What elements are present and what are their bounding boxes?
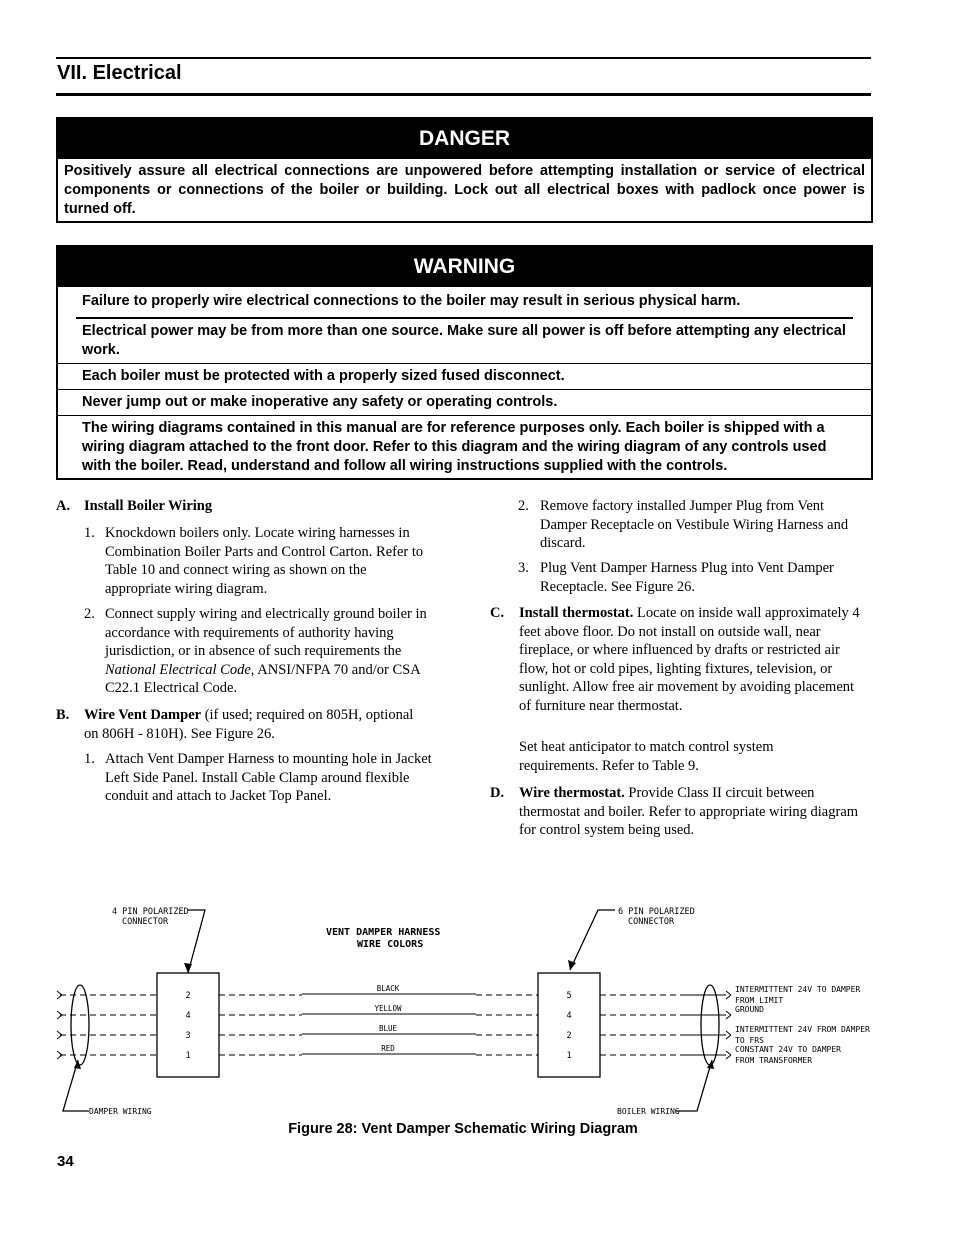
right-pin-number: 5 xyxy=(566,991,572,1001)
danger-text: Positively assure all electrical connections are unpowered before attempting installation or service of electrical components or connections of the boiler or building. Lock out all electrical boxes with padlock once power is turned off. xyxy=(64,163,865,217)
wire-function-label: TO FRS xyxy=(735,1036,764,1045)
warning-item: The wiring diagrams contained in this manual are for reference purposes only. Each boiler is shipped with a wiring diagram attached to the front door. Refer to this diagram and the wiring diagram of any controls used with the boiler. Read, understand and follow all wiring instructions supplied with the controls. xyxy=(58,415,871,478)
figure-caption: Figure 28: Vent Damper Schematic Wiring Diagram xyxy=(288,1121,638,1137)
wiring-diagram xyxy=(0,880,954,1120)
left-column xyxy=(56,497,441,817)
wire-color-label: BLUE xyxy=(378,1024,398,1033)
wire-end xyxy=(57,991,62,995)
wire-function-label: CONSTANT 24V TO DAMPER xyxy=(735,1045,841,1054)
step-text: Connect supply wiring and electrically ground boiler in accordance with requirements of authority having jurisdiction, or in absence of such requirements the National Electrical Code, ANSI/NFPA 70 and/or CSA C22.1 Electrical Code. xyxy=(105,606,427,697)
wire-function-label: INTERMITTENT 24V TO DAMPER xyxy=(735,985,861,994)
item-paragraph: Wire thermostat. Provide Class II circuit between thermostat and boiler. Refer to appropriate wiring diagram for control system being used. xyxy=(519,785,859,839)
code-title: National Electrical Code xyxy=(105,661,251,678)
wire-end xyxy=(726,995,731,999)
wire-function-label: FROM TRANSFORMER xyxy=(735,1056,813,1065)
wire-function-label: GROUND xyxy=(735,1005,764,1014)
section-title: VII. Electrical xyxy=(57,62,182,84)
wire-end xyxy=(57,1011,62,1015)
right-connector-box xyxy=(538,973,600,1077)
warning-box xyxy=(56,245,873,480)
left-pin-number: 1 xyxy=(185,1051,191,1061)
step-number: 3. xyxy=(518,560,529,576)
warning-item: Each boiler must be protected with a properly sized fused disconnect. xyxy=(58,363,871,389)
right-pin-number: 1 xyxy=(566,1051,572,1061)
item-paragraph: Install thermostat. Locate on inside wall approximately 4 feet above floor. Do not install on outside wall, near fireplace, or where influenced by drafts or restricted air flow, hot or cold pipes, lighting fixtures, television, or sunlight. Allow free air movement by avoiding placement of furniture near thermostat. xyxy=(519,605,860,714)
wire-end xyxy=(726,1015,731,1019)
right-pin-number: 4 xyxy=(566,1011,572,1021)
wire-color-label: BLACK xyxy=(376,984,400,993)
wire-end xyxy=(726,1051,731,1055)
step-text: Plug Vent Damper Harness Plug into Vent Damper Receptacle. See Figure 26. xyxy=(540,560,834,595)
step-number: 1. xyxy=(84,751,95,767)
wire-end xyxy=(726,991,731,995)
wire-end xyxy=(726,1031,731,1035)
left-connector-box xyxy=(157,973,219,1077)
step-text: Attach Vent Damper Harness to mounting hole in Jacket Left Side Panel. Install Cable Clamp around flexible conduit and attach to Jacket Top Panel. xyxy=(105,751,432,805)
item-paragraph: Set heat anticipator to match control system requirements. Refer to Table 9. xyxy=(519,739,774,774)
wire-color-label: YELLOW xyxy=(374,1004,402,1013)
right-connector-label: CONNECTOR xyxy=(628,917,675,927)
wire-end xyxy=(57,995,62,999)
wire-function-label: FROM LIMIT xyxy=(735,996,784,1005)
warning-item: Failure to properly wire electrical connections to the boiler may result in serious physical harm. xyxy=(82,293,741,309)
left-pin-number: 3 xyxy=(185,1031,191,1041)
page-number: 34 xyxy=(57,1153,74,1170)
item-letter: C. xyxy=(490,605,505,621)
danger-box xyxy=(56,117,873,223)
warning-heading: WARNING xyxy=(58,247,871,287)
wire-end xyxy=(726,1035,731,1039)
boiler-wiring-label: BOILER WIRING xyxy=(617,1107,680,1116)
header-bottom-rule xyxy=(56,93,871,96)
step-number: 2. xyxy=(84,606,95,622)
header-top-rule xyxy=(56,57,871,59)
left-pin-number: 2 xyxy=(185,991,191,1001)
right-column xyxy=(490,497,870,847)
wire-color-label: RED xyxy=(381,1044,395,1053)
item-title: Wire thermostat. xyxy=(519,785,625,801)
danger-heading: DANGER xyxy=(58,119,871,159)
left-pin-number: 4 xyxy=(185,1011,191,1021)
wire-end xyxy=(57,1015,62,1019)
item-letter: B. xyxy=(56,707,70,723)
wire-end xyxy=(726,1011,731,1015)
item-letter: D. xyxy=(490,785,505,801)
right-connector-label: 6 PIN POLARIZED xyxy=(618,907,695,917)
left-connector-label: 4 PIN POLARIZED xyxy=(112,907,189,917)
step-text: Knockdown boilers only. Locate wiring harnesses in Combination Boiler Parts and Control Carton. Refer to Table 10 and connect wiring as shown on the appropriate wiring diagram. xyxy=(105,525,424,597)
step-number: 1. xyxy=(84,525,95,541)
step-text: Remove factory installed Jumper Plug from Vent Damper Receptacle on Vestibule Wiring Harness and discard. xyxy=(540,498,849,552)
wire-end xyxy=(57,1031,62,1035)
item-title: Install thermostat. xyxy=(519,605,634,621)
warning-item: Electrical power may be from more than one source. Make sure all power is off before attempting any electrical work. xyxy=(82,323,846,358)
harness-title: VENT DAMPER HARNESS xyxy=(326,927,441,938)
damper-wiring-label: DAMPER WIRING xyxy=(89,1107,152,1116)
item-title: Wire Vent Damper xyxy=(84,707,202,723)
warning-item: Never jump out or make inoperative any safety or operating controls. xyxy=(58,389,871,415)
left-connector-label: CONNECTOR xyxy=(122,917,169,927)
wire-end xyxy=(57,1055,62,1059)
wire-end xyxy=(57,1035,62,1039)
wire-end xyxy=(726,1055,731,1059)
item-paragraph: Wire Vent Damper (if used; required on 805H, optional on 806H - 810H). See Figure 26. xyxy=(84,707,414,742)
harness-title: WIRE COLORS xyxy=(357,939,424,950)
step-number: 2. xyxy=(518,498,529,514)
item-letter: A. xyxy=(56,498,71,514)
wire-end xyxy=(57,1051,62,1055)
wire-function-label: INTERMITTENT 24V FROM DAMPER xyxy=(735,1025,870,1034)
item-title: Install Boiler Wiring xyxy=(84,498,213,514)
right-pin-number: 2 xyxy=(566,1031,572,1041)
